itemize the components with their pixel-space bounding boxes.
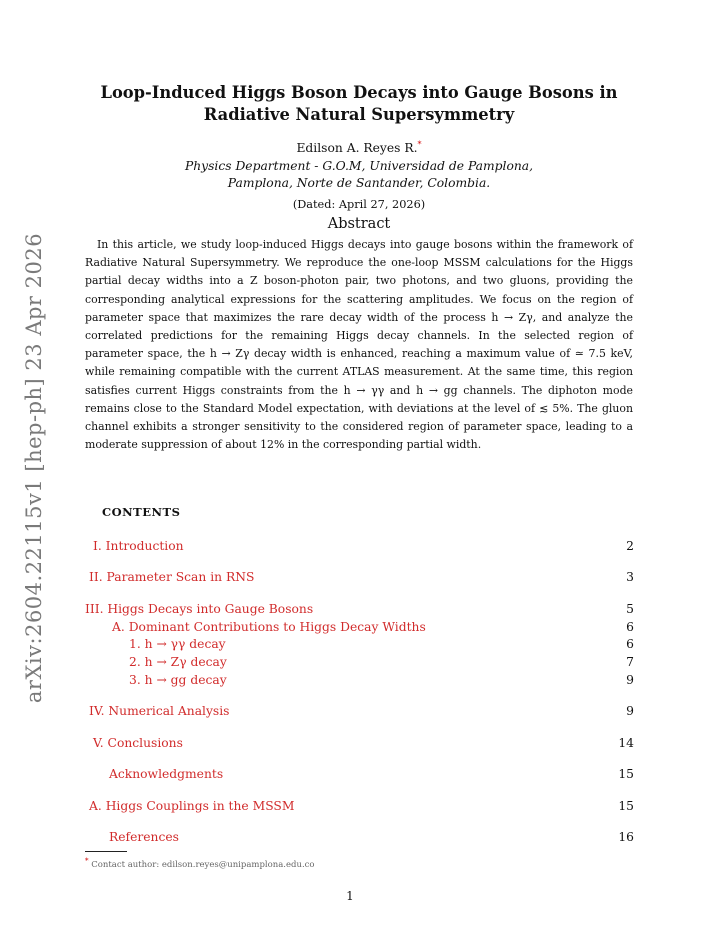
contents-heading: CONTENTS <box>102 505 181 519</box>
paper-title <box>80 82 638 126</box>
toc-entry-page: 9 <box>626 704 634 718</box>
toc-entry-label[interactable]: A. Dominant Contributions to Higgs Decay Widths <box>112 620 426 634</box>
toc-entry-label[interactable]: V. Conclusions <box>93 736 183 750</box>
toc-entry[interactable] <box>0 736 720 753</box>
toc-entry-label[interactable]: Acknowledgments <box>109 767 224 781</box>
toc-entry[interactable] <box>0 539 720 556</box>
author-line <box>80 140 638 155</box>
footnote-text[interactable]: Contact author: edilson.reyes@unipamplona.edu.co <box>91 859 315 870</box>
toc-entry[interactable] <box>0 830 720 847</box>
footnote-rule <box>85 851 127 852</box>
abstract-text: In this article, we study loop-induced Higgs decays into gauge bosons within the framework of Radiative Natural Supersymmetry. We reproduce the one-loop MSSM calculations for the Higgs partial decay widths into a Z boson-photon pair, two photons, and two gluons, providing the corresponding analytical expressions for the scattering amplitudes. We focus on the region of parameter space that maximizes the rare decay width of the process h → Zγ, and analyze the correlated predictions for the remaining Higgs decay channels. In the selected region of parameter space, the h → Zγ decay width is enhanced, reaching a maximum value of ≃ 7.5 keV, while remaining compatible with the current ATLAS measurement. At the same time, this region satisfies current Higgs constraints from the h → γγ and h → gg channels. The diphoton mode remains close to the Standard Model expectation, with deviations at the level of ≲ 5%. The gluon channel exhibits a stronger sensitivity to the considered region of parameter space, leading to a moderate suppression of about 12% in the corresponding partial width. <box>85 238 633 452</box>
affiliation-line-2: Pamplona, Norte de Santander, Colombia. <box>227 176 491 190</box>
toc-entry-label[interactable]: A. Higgs Couplings in the MSSM <box>89 799 295 813</box>
toc-entry-label[interactable]: 2. h → Zγ decay <box>129 655 227 669</box>
toc-entry[interactable] <box>0 570 720 587</box>
toc-entry[interactable] <box>0 673 720 690</box>
toc-entry-label[interactable]: II. Parameter Scan in RNS <box>89 570 255 584</box>
toc-entry[interactable] <box>0 704 720 721</box>
toc-entry-label[interactable]: I. Introduction <box>93 539 184 553</box>
affiliation-line-1: Physics Department - G.O.M, Universidad de Pamplona, <box>184 159 534 173</box>
abstract-heading: Abstract <box>327 216 391 232</box>
toc-entry-page: 15 <box>618 767 634 781</box>
toc-entry[interactable] <box>0 655 720 672</box>
toc-entry-page: 2 <box>626 539 634 553</box>
toc-entry[interactable] <box>0 602 720 619</box>
toc-entry-page: 15 <box>618 799 634 813</box>
toc-entry-label[interactable]: III. Higgs Decays into Gauge Bosons <box>85 602 314 616</box>
date-line: (Dated: April 27, 2026) <box>292 198 426 211</box>
toc-entry[interactable] <box>0 767 720 784</box>
footnote <box>85 856 315 870</box>
toc-entry-label[interactable]: References <box>109 830 179 844</box>
toc-entry-label[interactable]: 3. h → gg decay <box>129 673 227 687</box>
page-number: 1 <box>346 889 354 903</box>
toc-entry-page: 16 <box>618 830 634 844</box>
arxiv-id: arXiv:2604.22115v1 [hep-ph] 23 Apr 2026 <box>22 232 46 704</box>
toc-entry-page: 5 <box>626 602 634 616</box>
title-line-1: Loop-Induced Higgs Boson Decays into Gauge Bosons in <box>100 83 618 102</box>
toc-entry-page: 6 <box>626 637 634 651</box>
toc-entry[interactable] <box>0 637 720 654</box>
toc-entry-page: 14 <box>618 736 634 750</box>
affiliation <box>80 158 638 192</box>
toc-entry-page: 6 <box>626 620 634 634</box>
title-line-2: Radiative Natural Supersymmetry <box>203 105 515 124</box>
toc-entry-page: 3 <box>626 570 634 584</box>
author-name: Edilson A. Reyes R. <box>296 141 418 156</box>
toc-entry-label[interactable]: 1. h → γγ decay <box>129 637 226 651</box>
toc-entry-label[interactable]: IV. Numerical Analysis <box>89 704 230 718</box>
toc-entry[interactable] <box>0 799 720 816</box>
footnote-mark: * <box>85 856 89 865</box>
author-footnote-mark[interactable]: * <box>417 140 422 149</box>
toc-entry-page: 9 <box>626 673 634 687</box>
toc-entry-page: 7 <box>626 655 634 669</box>
toc-entry[interactable] <box>0 620 720 637</box>
